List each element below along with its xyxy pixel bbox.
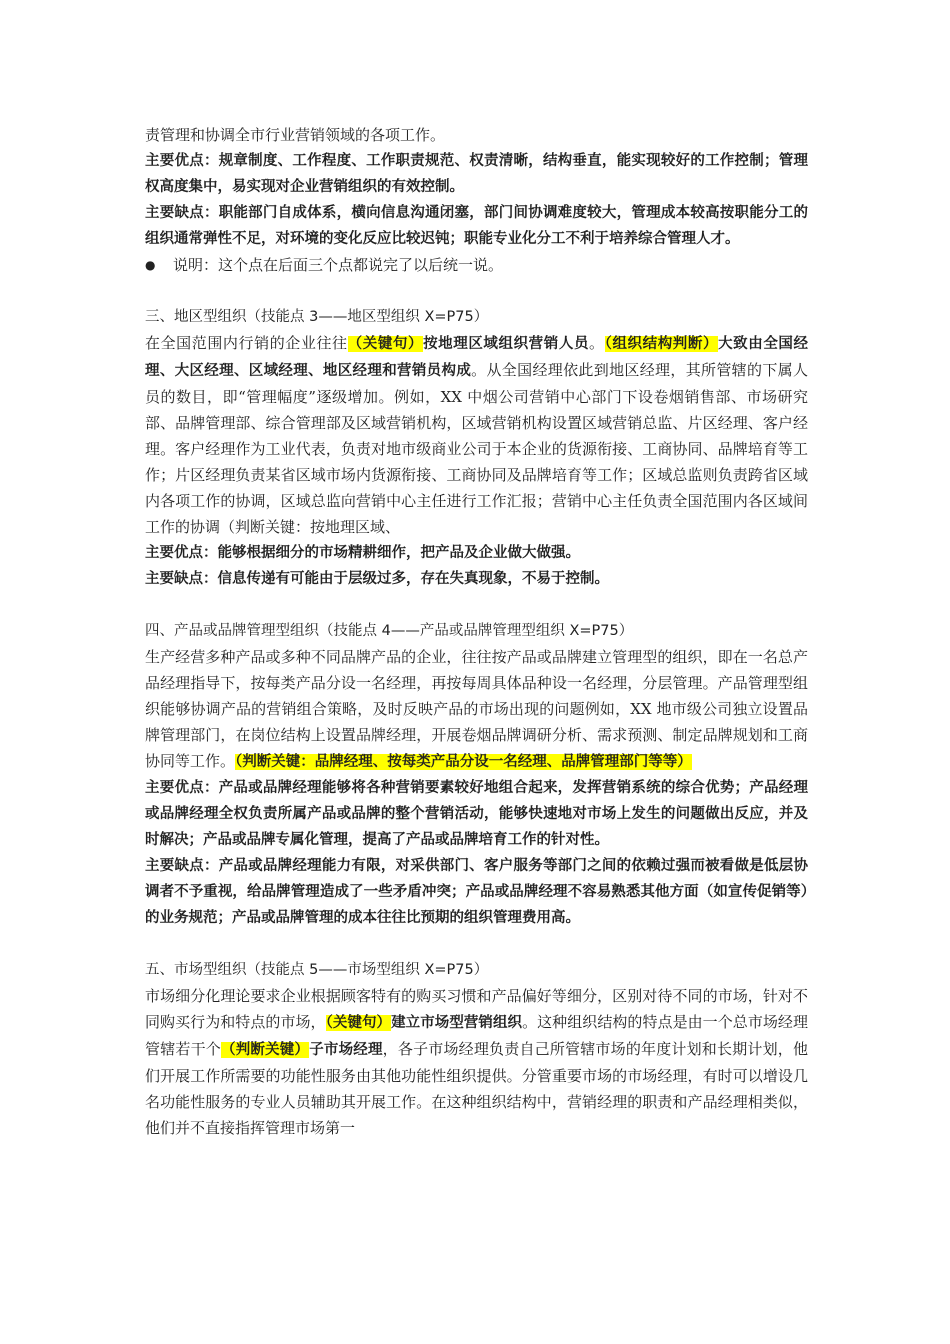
- sec3-highlight-1: （关键句）: [347, 336, 424, 352]
- sec3-body: [145, 330, 808, 540]
- spacer: [145, 931, 808, 957]
- spacer: [145, 592, 808, 618]
- spacer: [145, 278, 808, 304]
- sec3-bold-1: 按地理区域组织营销人员: [423, 336, 590, 352]
- sec4-body: [145, 644, 808, 775]
- sec5-text-3: ，各子市场经理负责自己所管辖市场的年度计划和长期计划，他们开展工作所需要的功能性服务由其他功能性组织提供。分管重要市场的市场经理，有时可以增设几名功能性服务的专业人员辅助其开展工作。在这种组织结构中，营销经理的职责和产品经理相类似，他们并不直接指挥管理市场第一: [145, 1040, 808, 1137]
- sec4-heading: 四、产品或品牌管理型组织（技能点 4——产品或品牌管理型组织 X=P75）: [145, 623, 634, 639]
- sec3-heading: 三、地区型组织（技能点 3——地区型组织 X=P75）: [145, 309, 489, 325]
- sec4-disadvantages: 主要缺点：产品或品牌经理能力有限，对采供部门、客户服务等部门之间的依赖过强而被看做是低层协调者不予重视，给品牌管理造成了一些矛盾冲突；产品或品牌经理不容易熟悉其他方面（如宣传促销等）的业务规范；产品或品牌管理的成本往往比预期的组织管理费用高。: [145, 858, 808, 926]
- sec3-text-2: 。: [589, 334, 605, 352]
- sec2-continuation: 责管理和协调全市行业营销领域的各项工作。: [145, 126, 446, 144]
- sec3-advantages: 主要优点：能够根据细分的市场精耕细作，把产品及企业做大做强。: [145, 545, 580, 561]
- sec5-bold-1: 建立市场型营销组织: [391, 1015, 523, 1031]
- sec4-advantages: 主要优点：产品或品牌经理能够将各种营销要素较好地组合起来，发挥营销系统的综合优势；产品经理或品牌经理全权负责所属产品或品牌的整个营销活动，能够快速地对市场上发生的问题做出反应，并及时解决；产品或品牌专属化管理，提高了产品或品牌培育工作的针对性。: [145, 780, 808, 848]
- sec4-text-1: 生产经营多种产品或多种不同品牌产品的企业，往往按产品或品牌建立管理型的组织，即在一名总产品经理指导下，按每类产品分设一名经理，再按每周具体品种设一名经理，分层管理。产品管理型组织能够协调产品的营销组合策略，及时反映产品的市场出现的问题例如，XX 地市级公司独立设置品牌管理部门，在岗位结构上设置品牌经理，开展卷烟品牌调研分析、需求预测、制定品牌规划和工商协同等工作。: [145, 648, 808, 770]
- sec5-highlight-1: （关键句）: [325, 1015, 392, 1031]
- bullet-icon: ●: [145, 258, 156, 272]
- sec3-bold-2: 大致由全国经理、大区经理、区域经理、地区经理和营销员构成: [145, 336, 809, 379]
- sec3-text-3: 。从全国经理依此到地区经理，其所管辖的下属人员的数目，即“管理幅度”逐级增加。例如，XX 中烟公司营销中心部门下设卷烟销售部、市场研究部、品牌管理部、综合管理部及区域营销机构，区域营销机构设置区域营销总监、片区经理、客户经理。客户经理作为工业代表，负责对地市级商业公司于本企业的货源衔接、工商协同、品牌培育等工作；片区经理负责某省区域市场内货源衔接、工商协同及品牌培育等工作；区域总监则负责跨省区域内各项工作的协调，区域总监向营销中心主任进行工作汇报；营销中心主任负责全国范围内各区域间工作的协调（判断关键：按地理区域、: [145, 361, 808, 536]
- sec5-text-1: 市场细分化理论要求企业根据顾客特有的购买习惯和产品偏好等细分，区别对待不同的市场，针对不同购买行为和特点的市场，: [145, 987, 808, 1031]
- sec3-disadvantages: 主要缺点：信息传递有可能由于层级过多，存在失真现象，不易于控制。: [145, 571, 609, 587]
- sec2-note: [145, 252, 808, 278]
- sec5-bold-2: 子市场经理: [309, 1042, 383, 1058]
- sec2-disadvantages: 主要缺点：职能部门自成体系，横向信息沟通闭塞，部门间协调难度较大，管理成本较高按职能分工的组织通常弹性不足，对环境的变化反应比较迟钝；职能专业化分工不利于培养综合管理人才。: [145, 205, 808, 247]
- sec5-heading: 五、市场型组织（技能点 5——市场型组织 X=P75）: [145, 962, 489, 978]
- sec5-body: [145, 983, 808, 1141]
- sec4-highlight-1: （判断关键：品牌经理、按每类产品分设一名经理、品牌管理部门等等）: [235, 754, 692, 770]
- sec5-text-2: 。这种组织结构的特点是由一个总市场经理管辖若干个: [145, 1013, 808, 1058]
- sec5-highlight-2: （判断关键）: [221, 1042, 310, 1058]
- sec3-highlight-2: （组织结构判断）: [604, 336, 719, 352]
- sec2-advantages: 主要优点：规章制度、工作程度、工作职责规范、权责清晰，结构垂直，能实现较好的工作控制；管理权高度集中，易实现对企业营销组织的有效控制。: [145, 153, 808, 195]
- sec3-text-1: 在全国范围内行销的企业往往: [145, 334, 348, 352]
- document-page: [145, 122, 808, 1141]
- sec2-note-text: 说明：这个点在后面三个点都说完了以后统一说。: [173, 256, 504, 274]
